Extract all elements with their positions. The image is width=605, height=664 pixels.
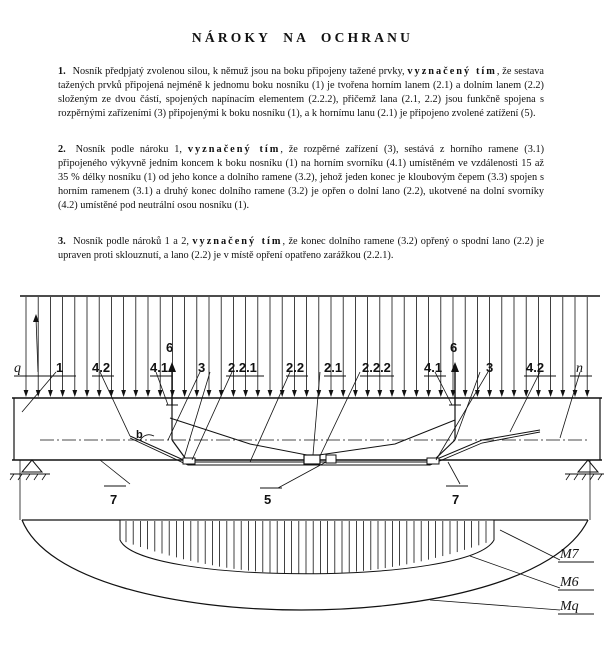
label-arm-angle: b	[136, 429, 143, 441]
load-arrow-head	[426, 390, 431, 397]
label-spreader-right: 3	[486, 360, 494, 375]
load-arrow-head	[243, 390, 248, 397]
label-stop: 2.2.1	[228, 360, 257, 375]
load-arrow-head	[365, 390, 370, 397]
label-moment-mq: Mq	[560, 599, 579, 614]
load-arrow-head	[146, 390, 151, 397]
tensioner-element	[304, 455, 320, 464]
label-moment-m7: M7	[560, 547, 579, 562]
load-arrow-head	[304, 390, 309, 397]
label-anchor-left: 7	[110, 492, 118, 507]
load-arrow-head	[536, 390, 541, 397]
label-neutral-axis: n	[576, 361, 583, 376]
label-moment-m6: M6	[560, 575, 579, 590]
load-arrow-head	[548, 390, 553, 397]
load-arrow-head	[377, 390, 382, 397]
load-arrow-head	[499, 390, 504, 397]
label-load: q	[14, 361, 21, 376]
load-arrow-head	[121, 390, 126, 397]
load-arrow-head	[390, 390, 395, 397]
left-support	[10, 460, 50, 480]
label-bolt-upper-right: 4.1	[424, 360, 443, 375]
claim-text-before: Nosník podle nároku 1,	[75, 144, 183, 155]
spreader-right	[427, 405, 461, 464]
load-arrow-head	[341, 390, 346, 397]
distributed-load	[20, 296, 600, 397]
claim-emphasis: vyznačený tím	[407, 66, 497, 77]
load-arrow-head	[414, 390, 419, 397]
beam	[12, 398, 602, 460]
label-anchor-right: 7	[452, 492, 460, 507]
claim-text-after: , že rozpěrné zařízení (3), sestává z horního ramene (3.1) připojeného výkyvně jedním koncem k boku nosníku (1) na horním svorníku (4.1) umístěném ve vzdálenosti 15 až 35 % délky nosníku (1) od jeho konce a dolního ramene (3.2), jehož jeden konec je kloubovým čepem (3.3) spojen s horním ramenem (3.1) a druhý konec dolního ramene (3.2) je opřen o dolní lano (2.2), ukotvené na dolní svorníky (4.2) umístěné pod neutrální osou nosníku (1).	[58, 144, 545, 211]
label-spreader-left: 3	[198, 360, 206, 375]
load-arrow-head	[24, 390, 29, 397]
load-arrow-head	[72, 390, 77, 397]
label-load-point: 5	[264, 492, 272, 507]
load-arrows	[24, 297, 590, 397]
label-bolt-lower-right: 4.2	[526, 360, 545, 375]
claim-text-after: , že sestava tažených prvků připojená nejméně k jednomu boku nosníku (1) je tvořena horním lanem (2.1) a dolním lanem (2.2) složeným ze dvou částí, spojených napínacím elementem (2.2.2), přičemž lana (2.1, 2.2) jsou funkčně spojena s rozpěrnými zařízeními (3) připojenými k boku nosníku (1), a k hornímu lanu (2.1) je připojeno zvolené zatížení (5).	[58, 66, 544, 119]
load-arrow-head	[194, 390, 199, 397]
load-arrow-head	[85, 390, 90, 397]
claim-number: 2.	[58, 144, 66, 155]
claim-text-before: Nosník podle nároků 1 a 2,	[73, 236, 189, 247]
load-arrow-head	[512, 390, 517, 397]
load-arrow-head	[463, 390, 468, 397]
load-arrow-head	[182, 390, 187, 397]
load-arrow-head	[402, 390, 407, 397]
label-tensioner: 2.2.2	[362, 360, 391, 375]
load-arrow-head	[268, 390, 273, 397]
load-arrow-head	[231, 390, 236, 397]
label-underlines	[14, 376, 594, 614]
load-arrow-head	[48, 390, 53, 397]
load-arrow-head	[133, 390, 138, 397]
label-beam: 1	[56, 360, 64, 375]
label-upper-cable: 2.1	[324, 360, 343, 375]
label-lower-cable: 2.2	[286, 360, 305, 375]
right-support	[565, 460, 604, 480]
load-arrow-head	[60, 390, 65, 397]
claim-text-after: , že konec dolního ramene (3.2) opřený o spodní lano (2.2) je upraven proti sklouznutí, a lano (2.2) je v místě opření opatřeno zarážkou (2.2.1).	[58, 236, 545, 261]
page-title: NÁROKY NA OCHRANU	[191, 30, 414, 45]
load-arrow-head	[316, 390, 321, 397]
label-force-left: 6	[166, 340, 174, 355]
label-bolt-lower-left: 4.2	[92, 360, 111, 375]
upper-cable	[170, 418, 455, 456]
load-arrow-head	[158, 390, 163, 397]
claim-emphasis: vyznačený tím	[187, 144, 281, 155]
claim-text-before: Nosník předpjatý zvolenou silou, k němuž jsou na boku připojeny tažené prvky,	[72, 66, 405, 77]
claim-number: 1.	[58, 66, 66, 77]
load-arrow-head	[353, 390, 358, 397]
load-arrow-head	[329, 390, 334, 397]
load-arrow-head	[292, 390, 297, 397]
load-arrow-head	[255, 390, 260, 397]
label-force-right: 6	[450, 340, 458, 355]
load-arrow-head	[438, 390, 443, 397]
claim-emphasis: vyznačený tím	[192, 236, 283, 247]
load-point-block	[326, 455, 336, 463]
load-arrow-head	[560, 390, 565, 397]
load-arrow-head	[207, 390, 212, 397]
claim-number: 3.	[58, 236, 66, 247]
label-bolt-upper-left: 4.1	[150, 360, 169, 375]
load-arrow-head	[97, 390, 102, 397]
load-arrow-head	[487, 390, 492, 397]
load-arrow-head	[585, 390, 590, 397]
